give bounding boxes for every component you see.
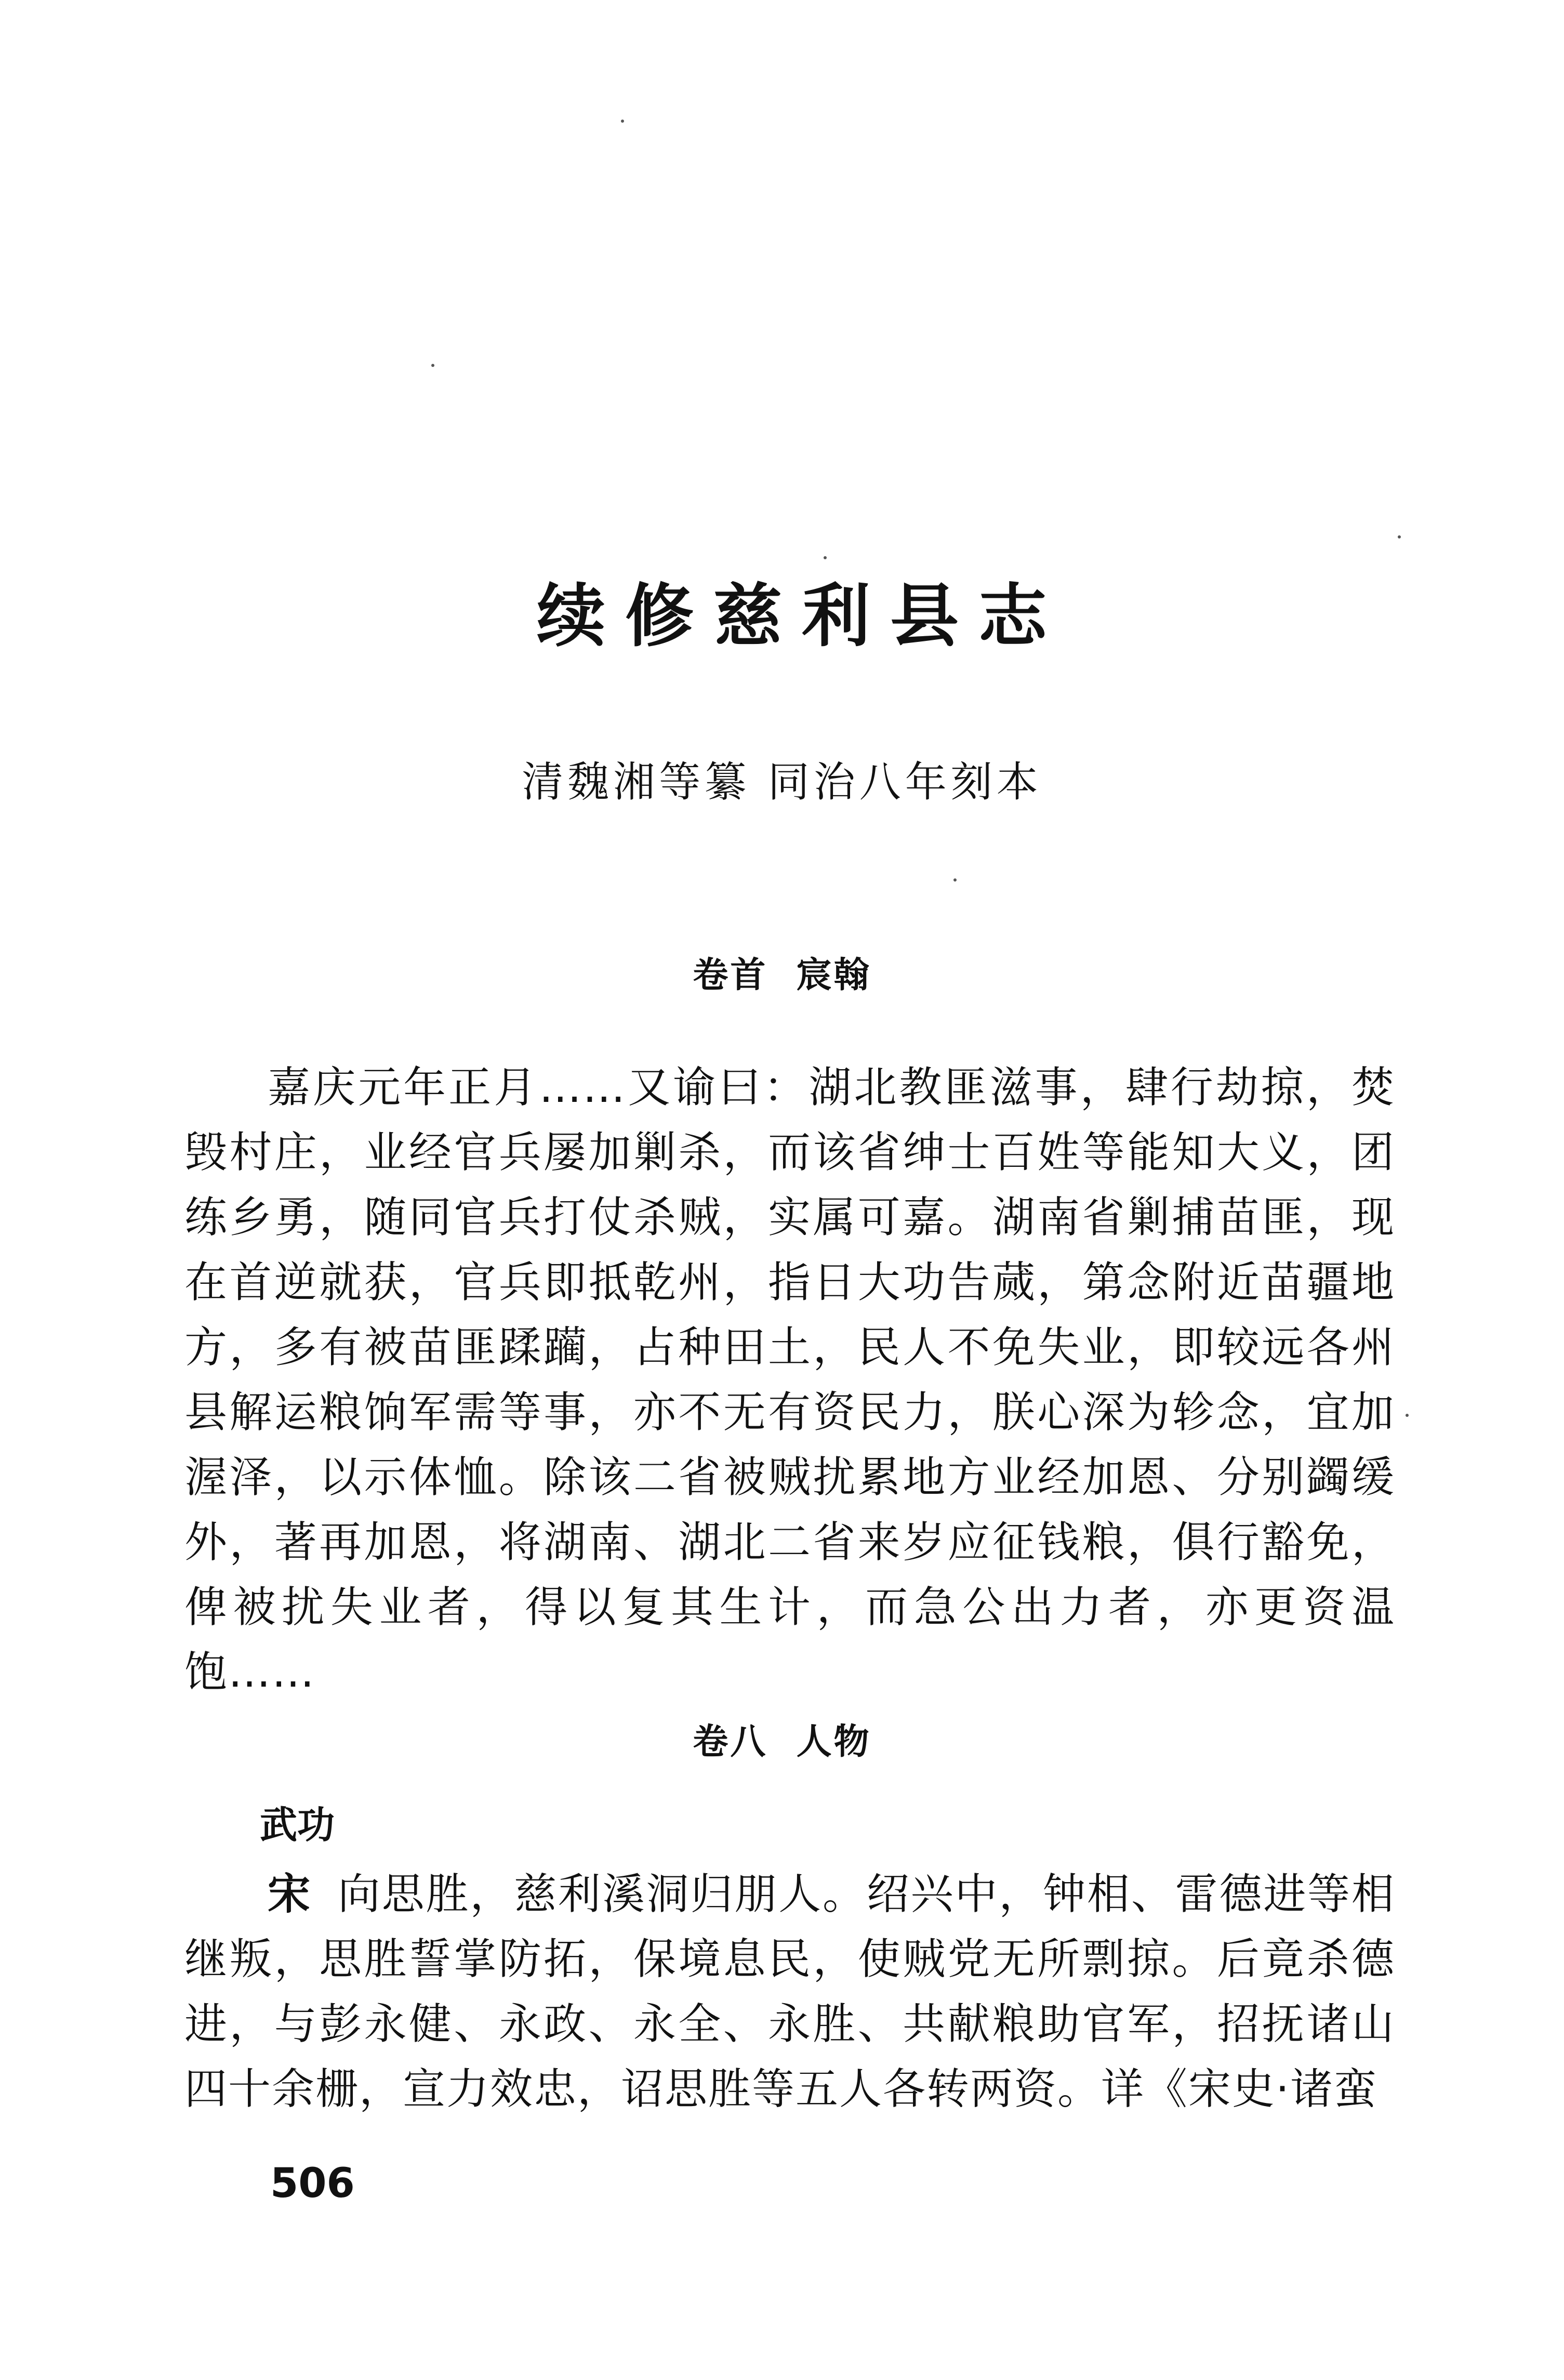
page-number: 506 — [270, 2160, 355, 2207]
scan-speck — [824, 556, 827, 559]
section-heading-juanba: 卷八 人物 — [693, 1721, 871, 1763]
scan-speck — [1398, 535, 1401, 538]
sub-heading-wugong: 武功 — [260, 1803, 335, 1847]
book-subtitle: 清魏湘等纂 同治八年刻本 — [522, 758, 1042, 806]
book-title: 续修慈利县志 — [537, 576, 1067, 656]
scan-speck — [621, 120, 624, 123]
paragraph-text: 嘉庆元年正月……又谕曰：湖北教匪滋事，肆行劫掠，焚毁村庄，业经官兵屡加剿杀，而该省绅士百姓等能知大义，团练乡勇，随同官兵打仗杀贼，实属可嘉。湖南省剿捕苗匪，现在首逆就获，官兵即抵乾州，指日大功告蒇，第念附近苗疆地方，多有被苗匪蹂躏，占种田土，民人不免失业，即较远各州县解运粮饷军需等事，亦不无有资民力，朕心深为轸念，宜加渥泽，以示体恤。除该二省被贼扰累地方业经加恩、分别蠲缓外，著再加恩，将湖南、湖北二省来岁应征钱粮，俱行豁免，俾被扰失业者，得以复其生计，而急公出力者，亦更资温饱…… — [184, 1063, 1395, 1697]
section-heading-juanshou: 卷首 宸翰 — [693, 955, 871, 996]
section-paragraph-juanshou — [184, 1055, 1395, 1697]
section-paragraph-juanba — [184, 1862, 1395, 2174]
paragraph-text: 向思胜，慈利溪洞归朋人。绍兴中，钟相、雷德进等相继叛，思胜誓掌防拓，保境息民，使贼党无所剽掠。后竟杀德进，与彭永健、永政、永全、永胜、共献粮助官军，招抚诸山四十余栅，宣力效忠，诏思胜等五人各转两资。详《宋史·诸蛮 — [184, 1870, 1395, 2114]
scan-speck — [1406, 1414, 1409, 1417]
paragraph-block — [184, 1862, 1395, 2122]
scan-speck — [953, 878, 957, 882]
entry-dynasty: 宋 — [268, 1870, 312, 1919]
scan-speck — [431, 364, 434, 367]
